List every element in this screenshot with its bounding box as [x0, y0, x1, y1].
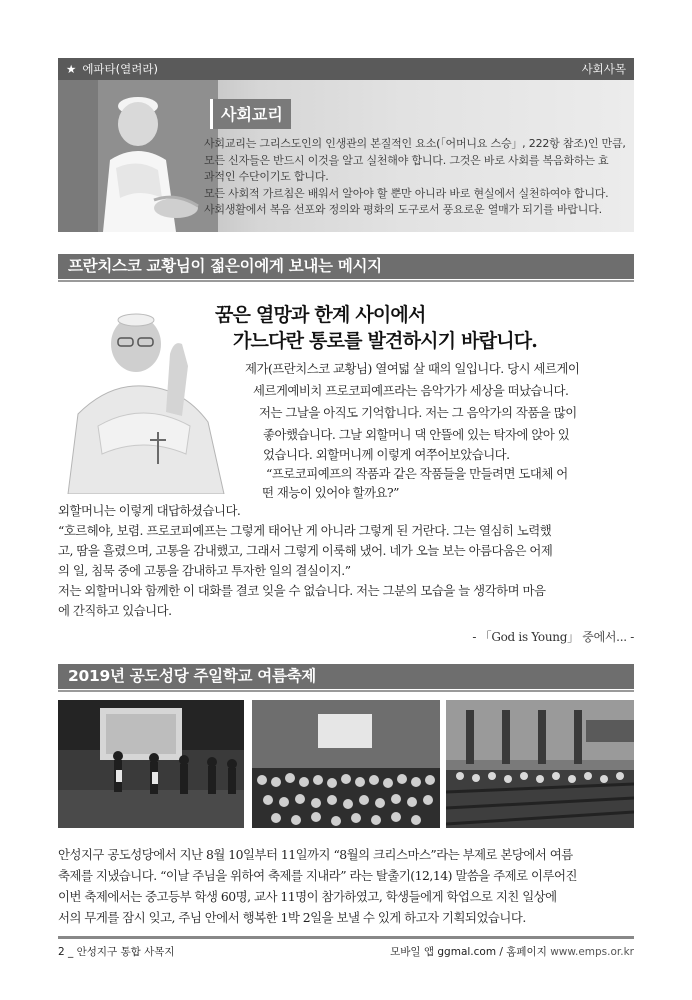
- message-text-line: 었습니다. 외할머니께 이렇게 여쭈어보았습니다.: [263, 447, 510, 462]
- message-text-line: 저는 그날을 아직도 기억합니다. 저는 그 음악가의 작품을 많이: [259, 405, 577, 420]
- section-header-bar: [58, 58, 634, 80]
- pope-praying-photo: [58, 80, 218, 232]
- message-text-line: “호르헤야, 보렴. 프로코피예프는 그렇게 태어난 게 아니라 그렇게 된 거란다. 그는 열심히 노력했: [58, 523, 552, 538]
- story-line: 서의 무게를 잠시 잊고, 주님 안에서 행복한 1박 2일을 보낼 수 있게 하고자 기획되었습니다.: [58, 910, 526, 925]
- text-line: 사회교리는 그리스도인의 인생관의 본질적인 요소(「어머니요 스승」, 222항 참조)인 만큼,: [204, 137, 626, 150]
- text-line: 모든 사회적 가르침은 배워서 알아야 할 뿐만 아니라 바로 현실에서 실천하여야 합니다.: [204, 186, 609, 200]
- footer-page-info: 2 _ 안성지구 통합 사목지: [58, 946, 175, 958]
- message-text-line: 떤 재능이 있어야 할까요?”: [262, 485, 399, 500]
- footer-homepage-link[interactable]: www.emps.or.kr: [550, 946, 634, 958]
- message-text-line: 좋아했습니다. 그날 외할머니 댁 안뜰에 있는 탁자에 앉아 있: [263, 427, 570, 442]
- text-line: 모든 신자들은 반드시 이것을 알고 실천해야 합니다. 그것은 바로 사회를 복음화하는 효: [204, 153, 609, 167]
- message-text-line: 의 일, 침묵 중에 고통을 감내하고 투자한 일의 결실이지.”: [58, 563, 351, 578]
- footer-app-label: 모바일 앱 ggmal.com / 홈페이지: [390, 946, 551, 958]
- text-line: 사회생활에서 복음 선포와 정의와 평화의 도구로서 풍요로운 열매가 되기를 바랍니다.: [204, 203, 602, 217]
- social-teaching-title: 사회교리: [210, 99, 291, 129]
- footer-contact: [390, 944, 634, 959]
- section-label: 에파타(열려라): [82, 62, 158, 76]
- message-headline-line-1: 꿈은 열망과 한계 사이에서: [215, 304, 426, 326]
- message-text-line: 저는 외할머니와 함께한 이 대화를 결코 잊을 수 없습니다. 저는 그분의 모습을 늘 생각하며 마음: [58, 583, 546, 598]
- message-text-line: 제가(프란치스코 교황님) 열여덟 살 때의 일입니다. 당시 세르게이: [245, 361, 580, 376]
- section-header-left: [66, 58, 158, 80]
- footer-divider: [58, 936, 634, 939]
- story-line: 축제를 지냈습니다. “이날 주님을 위하여 축제를 지내라” 라는 탈출기(12,14) 말씀을 주제로 이루어진: [58, 868, 577, 883]
- message-text-line: 외할머니는 이렇게 대답하셨습니다.: [58, 503, 241, 518]
- message-source: - 「God is Young」 중에서... -: [472, 630, 634, 644]
- festival-photo-group: [252, 700, 440, 828]
- social-teaching-box: [58, 80, 634, 232]
- message-text-line: “프로코피예프의 작품과 같은 작품들을 만들려면 도대체 어: [266, 466, 568, 481]
- star-icon: ★: [66, 62, 77, 76]
- festival-photo-stage: [58, 700, 244, 828]
- message-headline-line-2: 가느다란 통로를 발견하시기 바랍니다.: [233, 330, 538, 352]
- festival-photo-church: [446, 700, 634, 828]
- message-text-line: 고, 땀을 흘렸으며, 고통을 감내했고, 그래서 그렇게 이룩해 냈어. 네가 오늘 보는 아름다움은 어제: [58, 543, 553, 558]
- pope-message-section-title: 프란치스코 교황님이 젊은이에게 보내는 메시지: [58, 254, 634, 279]
- festival-section-title: 2019년 공도성당 주일학교 여름축제: [58, 664, 634, 689]
- message-text-line: 세르게예비치 프로코피예프라는 음악가가 세상을 떠났습니다.: [253, 383, 569, 398]
- text-line: 과적인 수단이기도 합니다.: [204, 170, 329, 184]
- pope-waving-photo: [58, 304, 228, 494]
- story-line: 안성지구 공도성당에서 지난 8월 10일부터 11일까지 “8월의 크리스마스”라는 부제로 본당에서 여름: [58, 847, 573, 862]
- department-label: 사회사목: [581, 62, 626, 76]
- social-teaching-text: [204, 136, 630, 219]
- message-text-line: 에 간직하고 있습니다.: [58, 603, 172, 618]
- story-line: 이번 축제에서는 중고등부 학생 60명, 교사 11명이 참가하였고, 학생들에게 학업으로 지친 일상에: [58, 889, 557, 904]
- festival-story: [58, 844, 638, 928]
